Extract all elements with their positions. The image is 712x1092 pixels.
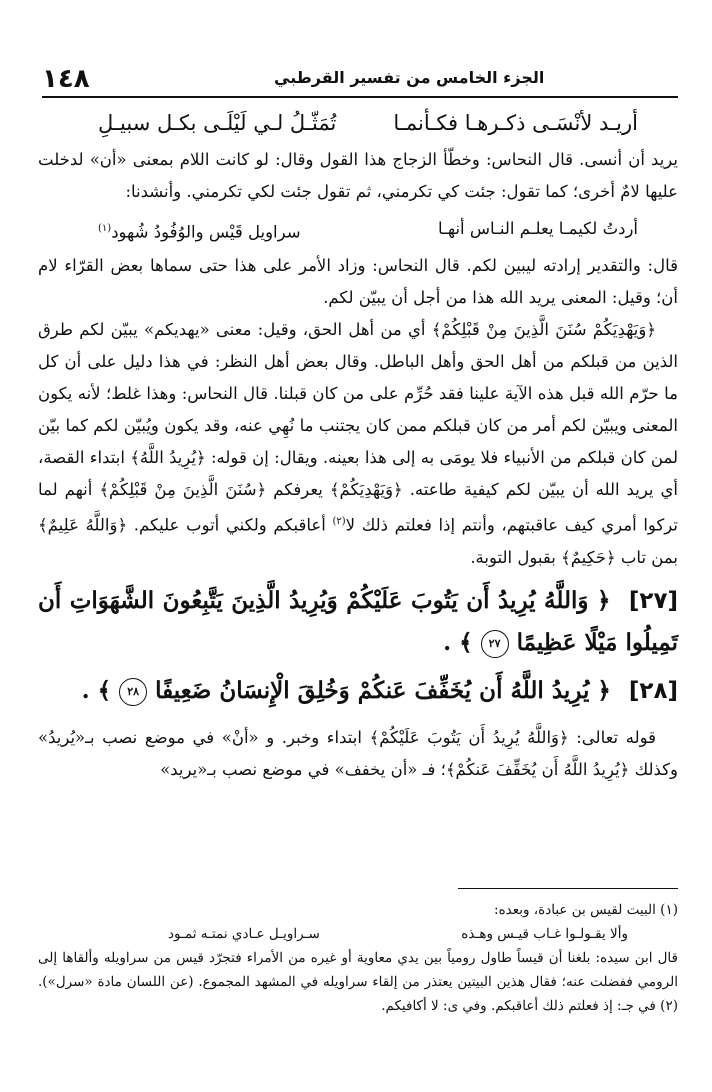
footnote-1-verse-first: وألا يقـولـوا غـاب قيـس وهـذه xyxy=(461,926,628,942)
footnote-1-line-3: المجموع. (عن اللسان مادة «سرل»). xyxy=(38,974,250,990)
para-3-line-1: ﴿وَيَهْدِيَكُمْ سُنَنَ الَّذِينَ مِنْ قَبْلِكُمْ﴾ أي من أهل الحق، وقيل: معنى «يهديكم» xyxy=(143,320,657,339)
ayah-27-closing: ﴾ . xyxy=(443,628,473,656)
para-1-line-2: بمعنى «أن» لدخلت عليها لامٌ أخرى؛ كما تقول: جئت كي تكرمني، ثم تقول جئت xyxy=(38,150,678,201)
main-text xyxy=(38,102,678,786)
paragraph-1 xyxy=(38,144,678,208)
poetry-verse-1 xyxy=(38,102,678,144)
footnote-1-line-2: سراويله وألقاها إلى الرومي ففضلت عنه؛ فقال هذين البيتين يعتذر من إلقاء سراويله في المشهد xyxy=(38,950,678,990)
verse-2-second-hemistich: سراويل قَيْس والوُفُودُ شُهود xyxy=(111,222,301,242)
ayah-28-closing: ﴾ . xyxy=(81,676,112,704)
para-1-line-1: يريد أن أنسى. قال النحاس: وخطّأ الزجاج هذا القول وقال: لو كانت اللام xyxy=(179,150,678,169)
verse-2-first-hemistich: أردتُ لكيمـا يعلـم النـاس أنهـا xyxy=(438,219,638,238)
footnote-1-body xyxy=(38,946,678,1018)
footnote-2: (٢) في جـ: إذ فعلتم ذلك أعاقبكم. وفي ى: لا أكافيكم. xyxy=(381,998,678,1014)
para-1-line-3: لكي تكرمني. وأنشدنا: xyxy=(125,182,276,201)
para-3-line-8a: عاقبتهم، وأنتم إذا فعلتم ذلك لا xyxy=(345,515,559,535)
para-3-line-2: يبيّن لكم طرق الذين من قبلكم من أهل الحق وأهل الباطل. وقال بعض أهل النظر: في xyxy=(38,320,679,371)
para-3-line-8b: أعاقبكم ولكني أتوب عليكم. ﴿وَاللَّهُ عَلِيمٌ﴾ بمن xyxy=(38,515,678,567)
ayah-27 xyxy=(38,580,678,664)
footnote-1-intro: (١) البيت لقيس بن عبادة، وبعده: xyxy=(494,902,678,918)
paragraph-3 xyxy=(38,314,678,574)
footnote-1-line-1: قال ابن سيده: بلغنا أن قيساً طاول رومياً بين يدي معاوية أو غيره من الأمراء فتجرّد قيس من xyxy=(153,950,678,966)
ayah-28 xyxy=(38,670,678,712)
para-3-line-6: هذا بعينه. ويقال: إن قوله: ﴿يُرِيدُ اللَّهُ﴾ ابتداء القصة، أي يريد الله أن يبيّن لكم كيفية xyxy=(38,448,678,499)
footnotes xyxy=(38,898,678,1018)
footnote-marker-1: (١) xyxy=(98,223,112,234)
ayah-27-number: [٢٧] xyxy=(628,587,679,614)
footnote-marker-2: (٢) xyxy=(332,516,346,527)
para-4-line-1: قوله تعالى: ﴿وَاللَّهُ يُرِيدُ أَن يَتُوبَ عَلَيْكُمْ﴾ ابتداء وخبر. و «أنْ» في موضع نصب xyxy=(102,727,657,747)
header-rule xyxy=(42,96,678,98)
paragraph-4 xyxy=(38,722,678,786)
ayah-28-end-marker: ٢٨ xyxy=(119,678,147,706)
paragraph-2 xyxy=(38,250,678,314)
para-3-line-9: تاب ﴿حَكِيمٌ﴾ بقبول التوبة. xyxy=(470,547,647,567)
page-number: ١٤٨ xyxy=(42,64,90,94)
para-3-line-3: هذا دليل على أن كل ما حرّم الله قبل هذه الآية علينا فقد حُرِّم على من كان قبلنا. قال xyxy=(38,352,678,403)
ayah-28-text: ﴿ يُرِيدُ اللَّهُ أَن يُخَفِّفَ عَنكُمْ وَخُلِقَ الْإِنسَانُ ضَعِيفًا xyxy=(155,676,611,704)
ayah-27-text-line-2: عَظِيمًا xyxy=(516,628,577,656)
para-2-line-1: قال: والتقدير إرادته ليبين لكم. قال النحاس: وزاد الأمر على هذا حتى سماها بعض xyxy=(110,256,678,275)
running-title: الجزء الخامس من تفسير القرطبي xyxy=(274,68,545,87)
para-4-line-2: بـ«يُريدُ» وكذلك ﴿يُرِيدُ اللَّهُ أَن يُخَفِّفَ عَنكُمْ﴾؛ فـ «أن يخفف» في موضع نصب بـ«يريد» xyxy=(38,727,678,779)
para-3-line-7: طاعته. ﴿وَيَهْدِيَكُمْ﴾ يعرفكم ﴿سُنَنَ الَّذِينَ مِنْ قَبْلِكُمْ﴾ أنهم لما تركوا أمري كيف xyxy=(38,480,678,535)
verse-1-second-hemistich: تُمَثّـلُ لـي لَيْلَـى بكـل سبيـلِ xyxy=(98,111,337,135)
footnote-1-verse-second: سـراويـل عـادي نمتـه ثمـود xyxy=(168,926,320,942)
verse-1-first-hemistich: أريـد لأنْسَـى ذكـرهـا فكـأنمـا xyxy=(393,111,638,135)
page-header xyxy=(42,62,676,98)
para-2-line-2: القرّاء لام أن؛ وقيل: المعنى يريد الله هذا من أجل أن يبيّن لكم. xyxy=(38,256,678,307)
footnote-1-verse xyxy=(38,922,678,946)
footnote-separator xyxy=(458,888,678,889)
poetry-verse-2 xyxy=(38,208,678,250)
ayah-27-text-line-1: ﴿ وَاللَّهُ يُرِيدُ أَن يَتُوبَ عَلَيْكُمْ وَيُرِيدُ الَّذِينَ يَتَّبِعُونَ الشَّهَوَاتِ أَن تَمِيلُوا مَيْلًا xyxy=(38,586,678,656)
para-3-line-5: ما نُهِي عنه، وقد يكون ويُبيّن لكم كما بيّن لمن كان قبلكم من الأنبياء فلا يومَى به إلى xyxy=(38,416,679,467)
ayah-27-end-marker: ٢٧ xyxy=(481,630,509,658)
para-3-line-4: النحاس: وهذا غلط؛ لأنه يكون المعنى ويبيّن لكم أمر من كان قبلكم ممن كان يجتنب xyxy=(38,384,679,435)
verse-2-second-hemistich-wrap xyxy=(38,208,301,250)
ayah-28-number: [٢٨] xyxy=(628,677,678,704)
